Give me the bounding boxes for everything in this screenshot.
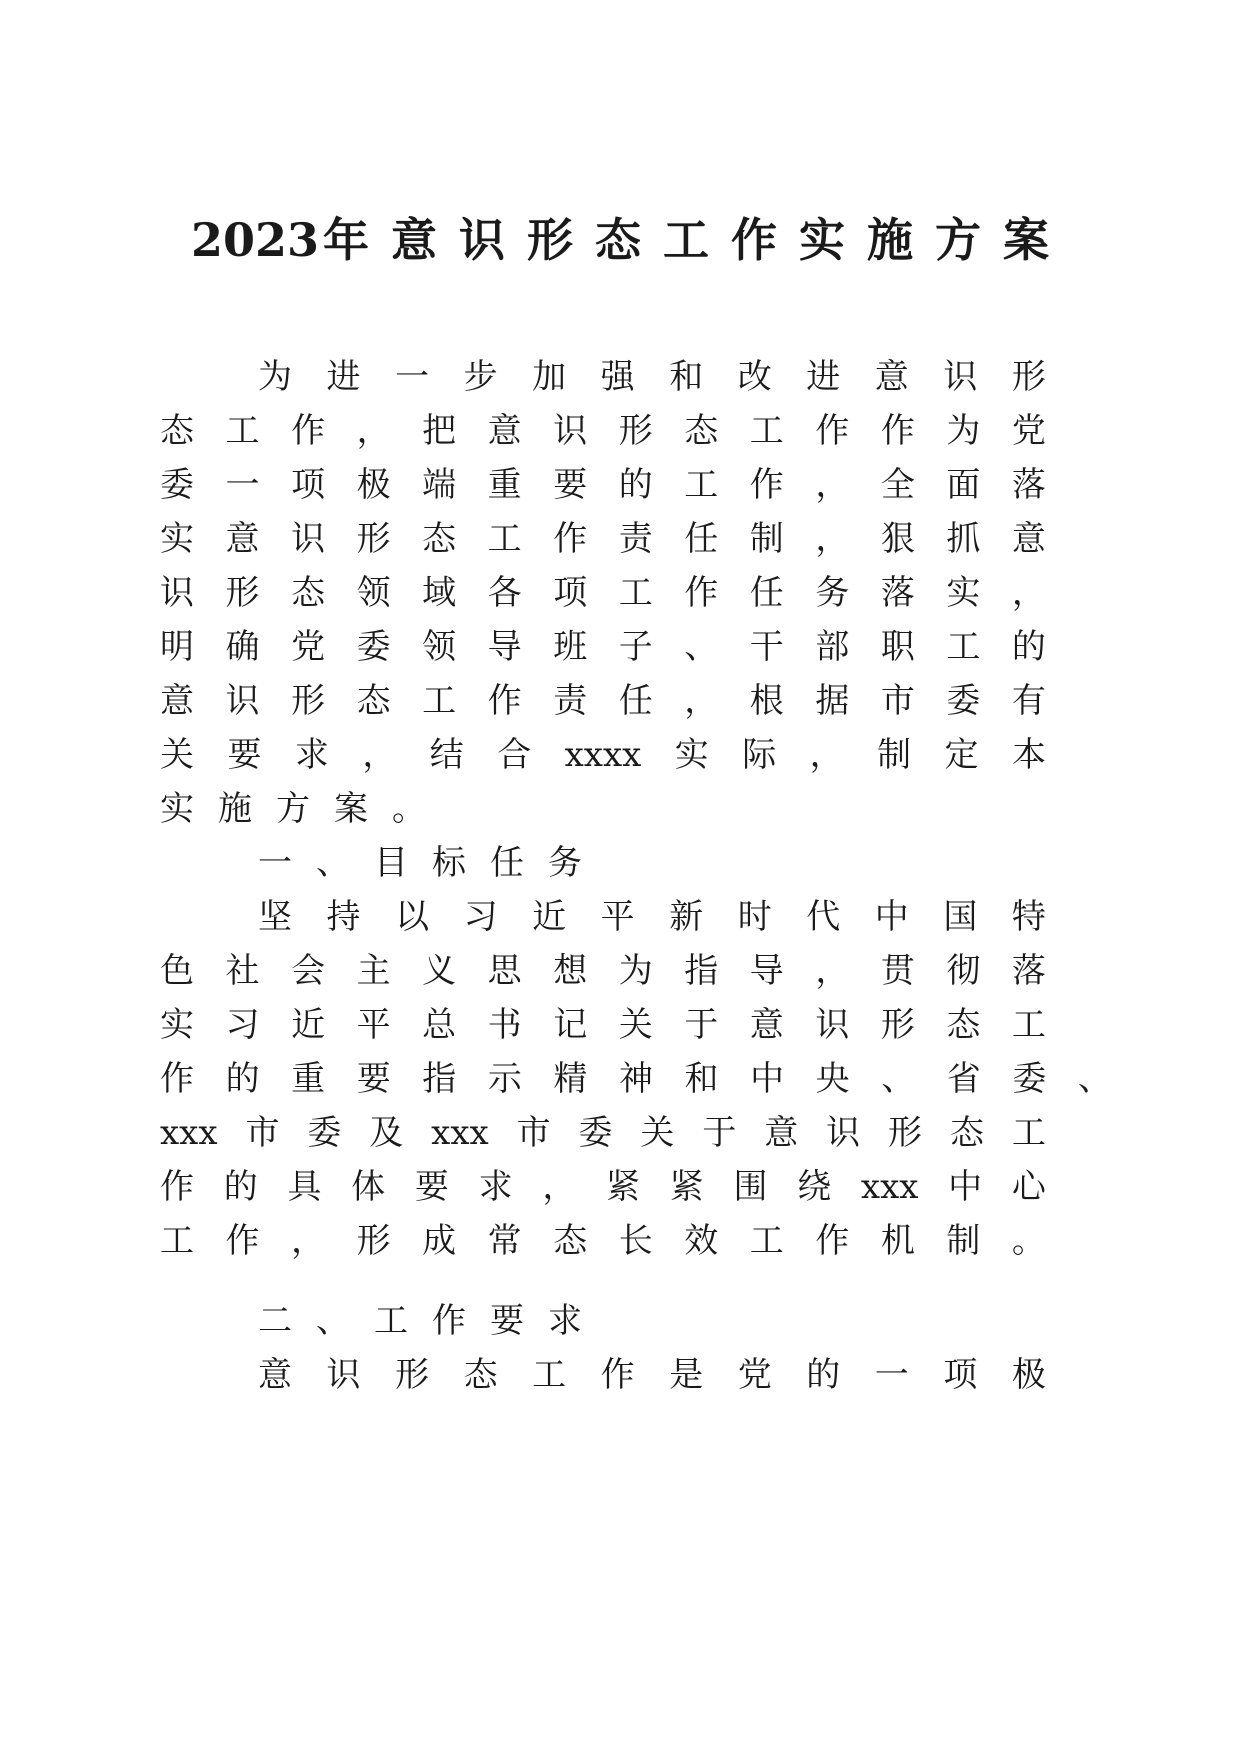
body-line: 委 一 项 极 端 重 要 的 工 作 ， 全 面 落 xyxy=(160,465,1046,505)
body-line: 作 的 重 要 指 示 精 神 和 中 央 、 省 委 、 xyxy=(160,1059,1112,1099)
body-line: 为 进 一 步 加 强 和 改 进 意 识 形 xyxy=(258,357,1046,397)
body-line: 关 要 求 ， 结 合 xxxx 实 际 ， 制 定 本 xyxy=(160,735,1046,775)
section-heading-1: 一 、 目 标 任 务 xyxy=(258,843,582,883)
body-line: 意 识 形 态 工 作 责 任 ， 根 据 市 委 有 xyxy=(160,681,1046,721)
body-line: 意 识 形 态 工 作 是 党 的 一 项 极 xyxy=(258,1355,1046,1395)
body-line: 识 形 态 领 域 各 项 工 作 任 务 落 实 ， xyxy=(160,573,1046,613)
body-line: 态 工 作 ， 把 意 识 形 态 工 作 作 为 党 xyxy=(160,411,1046,451)
body-line: 实 意 识 形 态 工 作 责 任 制 ， 狠 抓 意 xyxy=(160,519,1046,559)
body-line: 实 施 方 案 。 xyxy=(160,789,426,829)
body-line: 坚 持 以 习 近 平 新 时 代 中 国 特 xyxy=(258,897,1046,937)
body-line: 色 社 会 主 义 思 想 为 指 导 ， 贯 彻 落 xyxy=(160,951,1046,991)
body-line: 明 确 党 委 领 导 班 子 、 干 部 职 工 的 xyxy=(160,627,1046,667)
body-line: 实 习 近 平 总 书 记 关 于 意 识 形 态 工 xyxy=(160,1005,1046,1045)
document-title: 2023年 意 识 形 态 工 作 实 施 方 案 xyxy=(190,213,1050,267)
section-heading-2: 二 、 工 作 要 求 xyxy=(258,1301,582,1341)
body-line: 作 的 具 体 要 求 ， 紧 紧 围 绕 xxx 中 心 xyxy=(160,1167,1046,1207)
body-line: xxx 市 委 及 xxx 市 委 关 于 意 识 形 态 工 xyxy=(160,1113,1046,1153)
body-line: 工 作 ， 形 成 常 态 长 效 工 作 机 制 。 xyxy=(160,1221,1046,1261)
